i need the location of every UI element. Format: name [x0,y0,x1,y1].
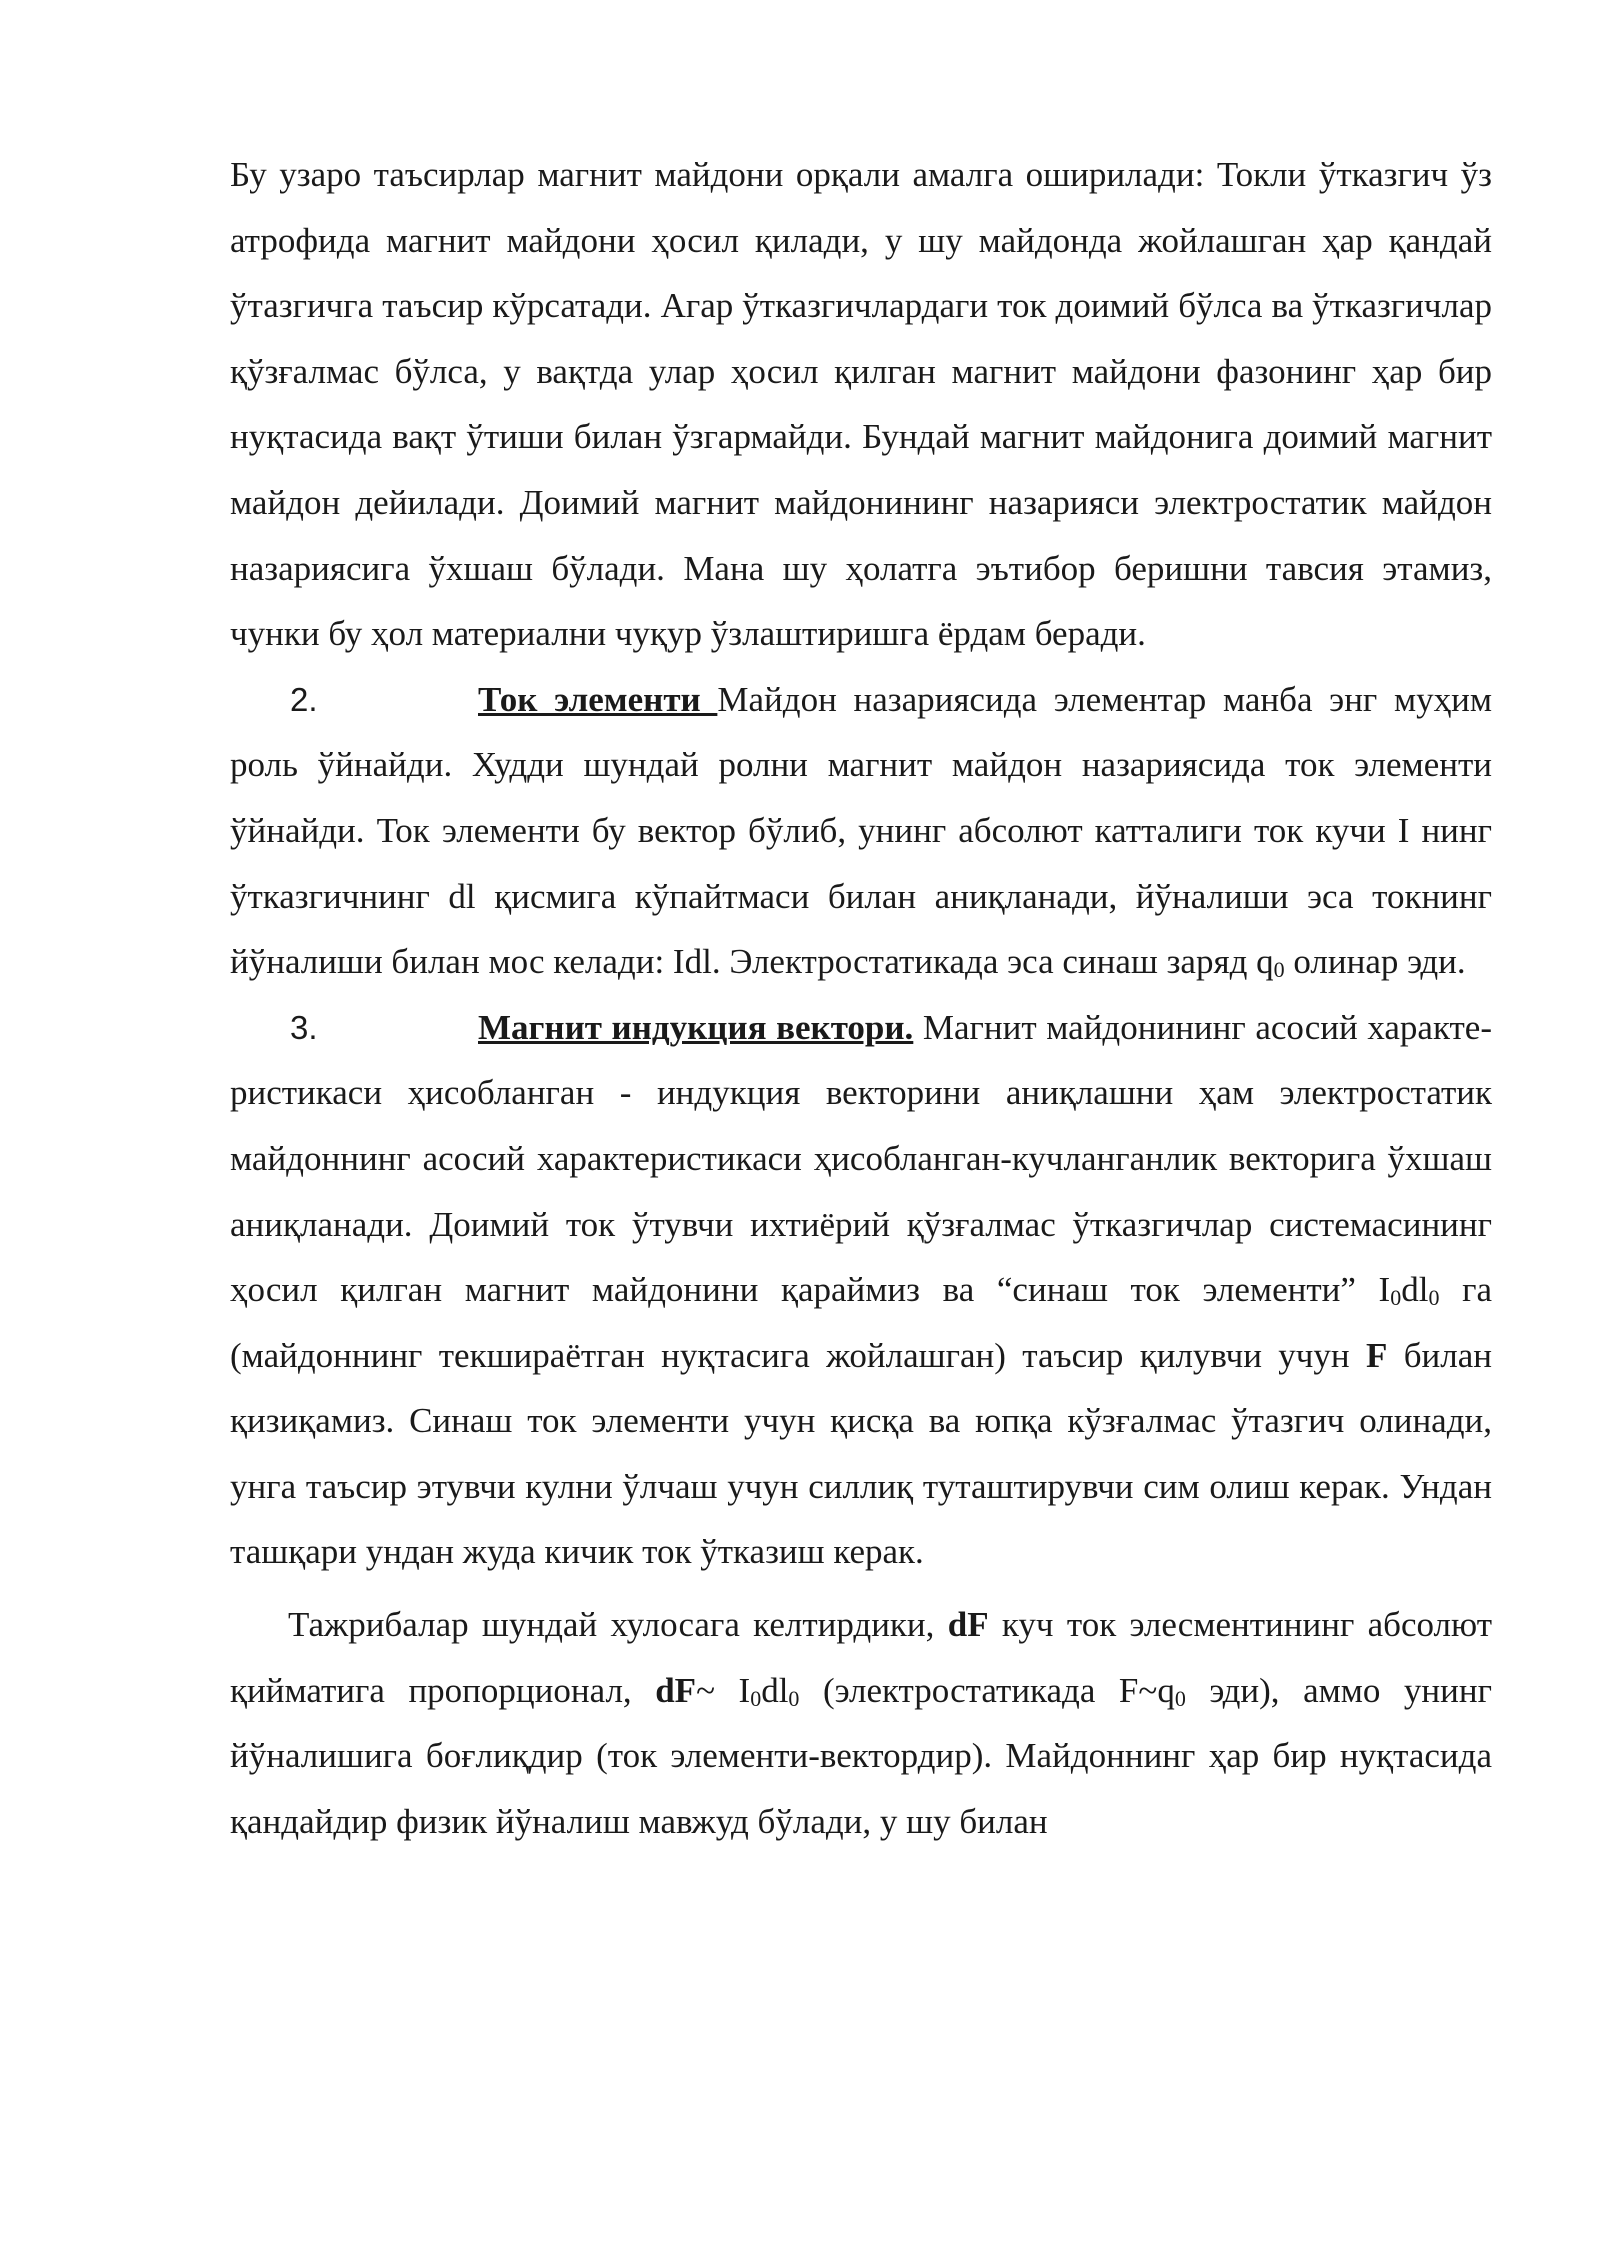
subscript: 0 [1390,1285,1402,1311]
paragraph-text: (электростатикада F~q [799,1670,1175,1710]
paragraph-text: ~ I [696,1670,751,1710]
subscript: 0 [788,1685,800,1711]
section-text: га (майдоннинг текшираётган нуқтасига жойлашган) таъсир қилувчи учун [230,1270,1492,1375]
paragraph-intro: Бу узаро таъсирлар магнит майдони орқали амалга оширилади: Токли ўтказгич ўз атрофида магнит майдони ҳосил қилади, у шу майдонда жойлашган ҳар қандай ўтазгичга таъсир кўрсатади. Агар ўтказгичлардаги ток доимий бўлса ва ўтказгичлар қўзғалмас бўлса, у вақтда улар ҳосил қилган магнит майдони фазонинг ҳар бир нуқтасида вақт ўтиши билан ўзгармайди. Бундай магнит майдонига доимий магнит майдон дейилади. Доимий магнит майдонининг назарияси электростатик майдон назариясига ўхшаш бўлади. Мана шу ҳолатга эътибор беришни тавсия этамиз, чунки бу ҳол материални чуқур ўзлаштиришга ёрдам беради. [230,155,1492,654]
bold-symbol: F [1365,1335,1388,1375]
bold-symbol: dF [947,1605,989,1645]
subscript: 0 [1428,1285,1440,1311]
bold-symbol: dF [655,1670,697,1710]
section-magnit-induksiya-vektori [230,995,1492,1585]
paragraph-text: эди), аммо унинг йўналишига боғлиқдир (ток элементи-вектордир). Майдоннинг ҳар бир нуқтасида қандайдир физик йўналиш мавжуд бўлади, у шу билан [230,1670,1492,1841]
paragraph-text: куч ток элесментининг абсолют қийматига пропорционал, [230,1605,1492,1710]
section-text: билан қизиқамиз. Синаш ток элементи учун қисқа ва юпқа кўзғалмас ўтазгич олинади, унга таъсир этувчи кулни ўлчаш учун силлиқ туташтирувчи сим олиш керак. Ундан ташқари ундан жуда кичик ток ўтказиш керак. [230,1335,1492,1572]
document-page [230,142,1492,1854]
section-text: олинар эди. [1284,942,1466,982]
section-heading: Ток элементи [478,679,718,719]
paragraph-experiments [230,1592,1492,1854]
paragraph-text: dl [761,1670,789,1710]
section-tok-elementi [230,667,1492,995]
subscript: 0 [1174,1685,1186,1711]
section-text: Майдон назариясида элементар манба энг муҳим роль ўйнайди. Худди шундай ролни магнит майдон назариясида ток элементи ўйнайди. Ток элементи бу вектор бўлиб, унинг абсолют катталиги ток кучи I нинг ўтказгичнинг dl қисмига кўпайтмаси билан аниқланади, йўналиши эса токнинг йўналиши билан мос келади: Idl. Электростатикада эса синаш заряд q [230,679,1492,982]
subscript: 0 [750,1685,762,1711]
subscript: 0 [1273,957,1285,983]
section-text: Магнит майдонининг асосий характе-ристикаси ҳисобланган - индукция векторини аниқлашни ҳам электростатик майдоннинг асосий характеристикаси ҳисобланган-кучланганлик векторига ўхшаш аниқланади. Доимий ток ўтувчи ихтиёрий қўзғалмас ўтказгичлар системасининг ҳосил қилган магнит майдонини қараймиз ва “синаш ток элементи” I [230,1007,1492,1310]
paragraph-text: Тажрибалар шундай хулосага келтирдики, [288,1605,948,1645]
section-number: 3. [290,1008,318,1046]
section-text: dl [1401,1270,1429,1310]
section-number: 2. [290,680,318,718]
section-heading: Магнит индукция вектори. [478,1007,914,1047]
